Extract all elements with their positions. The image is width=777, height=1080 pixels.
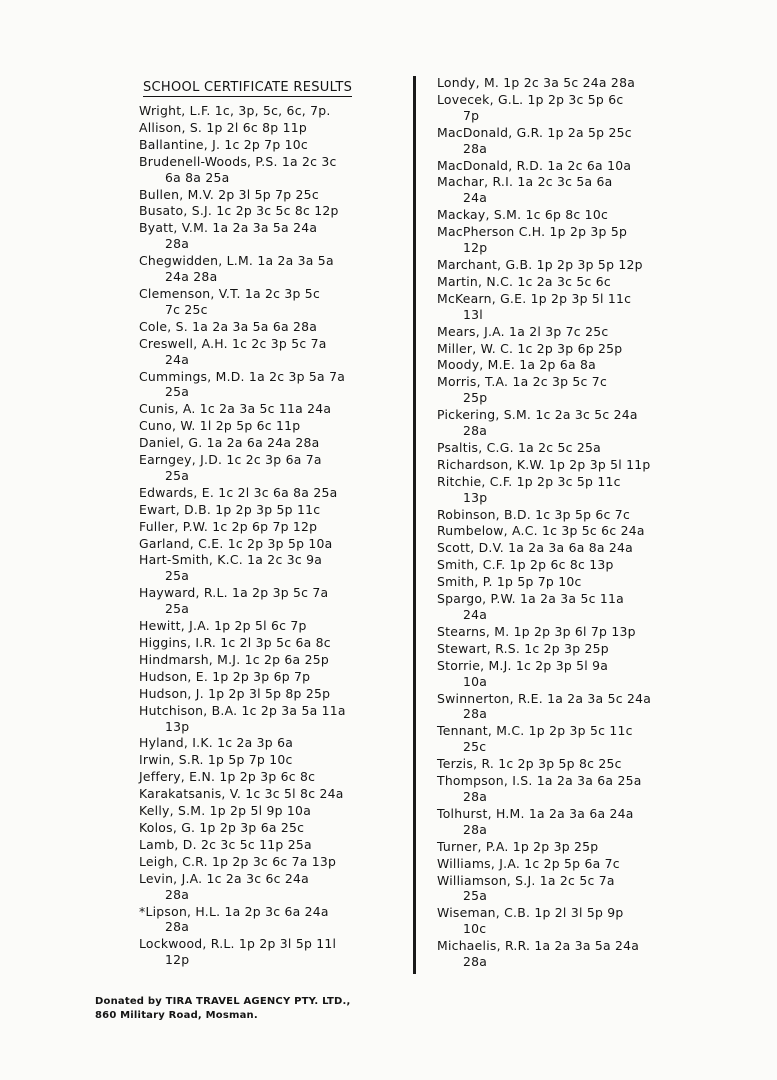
result-line: Storrie, M.J. 1c 2p 3p 5l 9a <box>437 657 609 673</box>
result-entry <box>437 839 737 855</box>
result-continuation: 6a 8a 25a <box>165 169 230 185</box>
result-line: Earngey, J.D. 1c 2c 3p 6a 7a <box>139 452 322 468</box>
result-line: Lamb, D. 2c 3c 5c 11p 25a <box>139 836 312 852</box>
result-entry <box>437 224 737 256</box>
result-line: Morris, T.A. 1a 2c 3p 5c 7c <box>437 374 608 390</box>
result-entry <box>437 856 737 872</box>
result-line: Scott, D.V. 1a 2a 3a 6a 8a 24a <box>437 540 634 556</box>
result-line: Karakatsanis, V. 1c 3c 5l 8c 24a <box>139 786 344 802</box>
result-entry <box>139 652 401 668</box>
result-line: Higgins, I.R. 1c 2l 3p 5c 6a 8c <box>139 635 331 650</box>
result-continuation: 12p <box>165 952 190 968</box>
result-entry <box>437 75 737 91</box>
result-continuation: 24a 28a <box>165 269 218 285</box>
result-line: Leigh, C.R. 1p 2p 3c 6c 7a 13p <box>139 853 337 869</box>
result-continuation: 10c <box>463 921 487 937</box>
result-continuation: 10a <box>463 673 488 689</box>
result-entry <box>437 523 737 539</box>
result-line: Tolhurst, H.M. 1a 2a 3a 6a 24a <box>437 805 634 821</box>
result-entry <box>437 691 737 723</box>
result-entry <box>139 401 401 417</box>
result-entry <box>437 374 737 406</box>
result-entry <box>437 440 737 456</box>
result-entry <box>139 286 401 318</box>
result-line: Smith, C.F. 1p 2p 6c 8c 13p <box>437 557 614 573</box>
result-line: MacPherson C.H. 1p 2p 3p 5p <box>437 224 628 240</box>
result-entry <box>437 773 737 805</box>
result-entry <box>437 158 737 174</box>
result-continuation: 28a <box>463 788 488 804</box>
result-entry <box>139 502 401 518</box>
result-line: Moody, M.E. 1a 2p 6a 8a <box>437 357 597 373</box>
result-entry <box>139 103 401 119</box>
result-entry <box>139 803 401 819</box>
result-line: Michaelis, R.R. 1a 2a 3a 5a 24a <box>437 938 640 954</box>
result-entry <box>437 407 737 439</box>
result-continuation: 24a <box>463 607 488 622</box>
result-line: Hyland, I.K. 1c 2a 3p 6a <box>139 735 294 751</box>
result-line: McKearn, G.E. 1p 2p 3p 5l 11c <box>437 290 632 306</box>
result-entry <box>437 457 737 473</box>
results-column-right <box>437 75 737 971</box>
result-line: Ritchie, C.F. 1p 2p 3c 5p 11c <box>437 473 621 489</box>
result-entry <box>437 274 737 290</box>
result-entry <box>139 137 401 153</box>
result-entry <box>437 557 737 573</box>
result-entry <box>139 904 401 936</box>
result-entry <box>139 854 401 870</box>
result-line: Williams, J.A. 1c 2p 5p 6a 7c <box>437 855 620 871</box>
result-entry <box>437 125 737 157</box>
result-entry <box>139 418 401 434</box>
result-continuation: 28a <box>165 236 190 252</box>
result-line: Thompson, I.S. 1a 2a 3a 6a 25a <box>437 773 642 789</box>
results-column-left <box>139 103 401 969</box>
result-continuation: 28a <box>463 423 488 439</box>
result-entry <box>139 552 401 584</box>
result-continuation: 25p <box>463 390 488 406</box>
result-continuation: 25a <box>165 601 190 617</box>
result-entry <box>437 574 737 590</box>
result-entry <box>437 658 737 690</box>
result-entry <box>437 591 737 623</box>
result-line: Smith, P. 1p 5p 7p 10c <box>437 574 582 590</box>
result-continuation: 28a <box>463 821 488 837</box>
result-entry <box>437 641 737 657</box>
result-entry <box>437 474 737 506</box>
result-line: Cummings, M.D. 1a 2c 3p 5a 7a <box>139 368 346 384</box>
result-line: Hudson, E. 1p 2p 3p 6p 7p <box>139 668 311 684</box>
result-line: Machar, R.I. 1a 2c 3c 5a 6a <box>437 174 613 190</box>
result-line: Cole, S. 1a 2a 3a 5a 6a 28a <box>139 318 318 334</box>
result-continuation: 25a <box>165 467 190 483</box>
result-line: Edwards, E. 1c 2l 3c 6a 8a 25a <box>139 484 338 500</box>
result-line: MacDonald, G.R. 1p 2a 5p 25c <box>437 124 632 140</box>
result-line: Turner, P.A. 1p 2p 3p 25p <box>437 838 599 854</box>
result-entry <box>437 357 737 373</box>
result-entry <box>437 324 737 340</box>
result-line: Hutchison, B.A. 1c 2p 3a 5a 11a <box>139 702 346 718</box>
result-entry <box>139 618 401 634</box>
result-line: Ewart, D.B. 1p 2p 3p 5p 11c <box>139 501 321 517</box>
result-entry <box>437 291 737 323</box>
result-entry <box>139 769 401 785</box>
result-continuation: 28a <box>463 954 488 970</box>
result-line: Jeffery, E.N. 1p 2p 3p 6c 8c <box>139 769 316 785</box>
result-entry <box>139 837 401 853</box>
result-line: Hudson, J. 1p 2p 3l 5p 8p 25p <box>139 685 331 701</box>
result-line: Allison, S. 1p 2l 6c 8p 11p <box>139 119 307 135</box>
result-entry <box>437 756 737 772</box>
result-line: Terzis, R. 1c 2p 3p 5p 8c 25c <box>437 756 622 772</box>
result-entry <box>139 187 401 203</box>
result-line: Hindmarsh, M.J. 1c 2p 6a 25p <box>139 651 329 667</box>
result-continuation: 24a <box>165 351 190 367</box>
result-entry <box>139 752 401 768</box>
result-line: MacDonald, R.D. 1a 2c 6a 10a <box>437 157 632 173</box>
result-line: Lovecek, G.L. 1p 2p 3c 5p 6c <box>437 91 624 107</box>
column-divider <box>413 76 416 974</box>
result-entry <box>139 435 401 451</box>
result-line: Cuno, W. 1l 2p 5p 6c 11p <box>139 418 301 434</box>
page-title: SCHOOL CERTIFICATE RESULTS <box>143 80 353 95</box>
result-line: Richardson, K.W. 1p 2p 3p 5l 11p <box>437 456 651 472</box>
result-entry <box>139 936 401 968</box>
result-line: Tennant, M.C. 1p 2p 3p 5c 11c <box>437 723 633 739</box>
result-entry <box>437 507 737 523</box>
result-entry <box>139 220 401 252</box>
result-line: Wiseman, C.B. 1p 2l 3l 5p 9p <box>437 905 624 921</box>
result-entry <box>139 820 401 836</box>
result-line: Spargo, P.W. 1a 2a 3a 5c 11a <box>437 591 624 607</box>
result-continuation: 25a <box>165 384 190 400</box>
result-line: Rumbelow, A.C. 1c 3p 5c 6c 24a <box>437 523 645 539</box>
result-entry <box>437 540 737 556</box>
result-continuation: 28a <box>463 706 488 722</box>
result-line: Levin, J.A. 1c 2a 3c 6c 24a <box>139 870 309 886</box>
result-line: Stewart, R.S. 1c 2p 3p 25p <box>437 640 609 656</box>
result-entry <box>139 871 401 903</box>
result-entry <box>139 452 401 484</box>
result-line: Fuller, P.W. 1c 2p 6p 7p 12p <box>139 518 318 534</box>
result-line: Martin, N.C. 1c 2a 3c 5c 6c <box>437 273 611 289</box>
result-line: Wright, L.F. 1c, 3p, 5c, 6c, 7p. <box>139 103 331 118</box>
result-line: Chegwidden, L.M. 1a 2a 3a 5a <box>139 253 334 269</box>
result-line: Williamson, S.J. 1a 2c 5c 7a <box>437 872 615 888</box>
result-entry <box>139 686 401 702</box>
result-continuation: 25a <box>165 568 190 584</box>
result-line: Creswell, A.H. 1c 2c 3p 5c 7a <box>139 335 327 351</box>
result-line: Londy, M. 1p 2c 3a 5c 24a 28a <box>437 75 636 90</box>
result-line: Clemenson, V.T. 1a 2c 3p 5c <box>139 285 321 301</box>
donor-address: 860 Military Road, Mosman. <box>95 1010 258 1021</box>
result-entry <box>139 369 401 401</box>
result-entry <box>437 873 737 905</box>
result-entry <box>139 485 401 501</box>
result-continuation: 25a <box>463 888 488 904</box>
donor-line: Donated by TIRA TRAVEL AGENCY PTY. LTD., <box>95 996 351 1007</box>
result-line: Brudenell-Woods, P.S. 1a 2c 3c <box>139 153 337 169</box>
result-continuation: 13l <box>463 306 483 322</box>
result-continuation: 28a <box>165 886 190 902</box>
result-entry <box>139 703 401 735</box>
result-entry <box>437 257 737 273</box>
result-entry <box>139 336 401 368</box>
result-entry <box>139 536 401 552</box>
result-line: Stearns, M. 1p 2p 3p 6l 7p 13p <box>437 623 636 639</box>
result-entry <box>139 319 401 335</box>
result-line: Kelly, S.M. 1p 2p 5l 9p 10a <box>139 803 312 819</box>
result-continuation: 12p <box>463 240 488 256</box>
result-line: Kolos, G. 1p 2p 3p 6a 25c <box>139 819 305 835</box>
result-entry <box>139 735 401 751</box>
result-line: Cunis, A. 1c 2a 3a 5c 11a 24a <box>139 401 332 417</box>
result-entry <box>437 723 737 755</box>
result-line: Hayward, R.L. 1a 2p 3p 5c 7a <box>139 585 329 601</box>
result-continuation: 28a <box>463 140 488 156</box>
result-continuation: 13p <box>165 718 190 734</box>
result-line: Robinson, B.D. 1c 3p 5p 6c 7c <box>437 506 631 522</box>
donor-credit <box>95 995 351 1023</box>
result-line: Hart-Smith, K.C. 1a 2c 3c 9a <box>139 552 323 568</box>
result-line: Byatt, V.M. 1a 2a 3a 5a 24a <box>139 220 318 236</box>
result-line: Psaltis, C.G. 1a 2c 5c 25a <box>437 439 601 455</box>
result-line: Bullen, M.V. 2p 3l 5p 7p 25c <box>139 186 319 202</box>
result-entry <box>139 253 401 285</box>
result-entry <box>139 669 401 685</box>
result-entry <box>139 635 401 651</box>
result-continuation: 7p <box>463 107 480 123</box>
result-entry <box>139 786 401 802</box>
result-continuation: 13p <box>463 489 488 505</box>
result-entry <box>437 905 737 937</box>
result-line: Busato, S.J. 1c 2p 3c 5c 8c 12p <box>139 203 339 219</box>
result-line: Mears, J.A. 1a 2l 3p 7c 25c <box>437 323 609 339</box>
result-continuation: 28a <box>165 919 190 935</box>
result-line: Mackay, S.M. 1c 6p 8c 10c <box>437 207 609 223</box>
result-line: Lockwood, R.L. 1p 2p 3l 5p 11l <box>139 936 337 952</box>
result-entry <box>139 154 401 186</box>
result-entry <box>437 92 737 124</box>
result-continuation: 24a <box>463 190 488 206</box>
result-entry <box>437 341 737 357</box>
result-line: Swinnerton, R.E. 1a 2a 3a 5c 24a <box>437 690 652 706</box>
result-entry <box>437 624 737 640</box>
result-line: Miller, W. C. 1c 2p 3p 6p 25p <box>437 340 623 356</box>
result-entry <box>437 806 737 838</box>
result-line: Daniel, G. 1a 2a 6a 24a 28a <box>139 435 320 451</box>
result-line: Pickering, S.M. 1c 2a 3c 5c 24a <box>437 407 638 423</box>
result-line: Irwin, S.R. 1p 5p 7p 10c <box>139 752 293 768</box>
result-entry <box>139 203 401 219</box>
result-continuation: 7c 25c <box>165 301 208 317</box>
result-entry <box>139 585 401 617</box>
result-line: Ballantine, J. 1c 2p 7p 10c <box>139 136 308 152</box>
result-line: Hewitt, J.A. 1p 2p 5l 6c 7p <box>139 618 307 634</box>
result-entry <box>139 120 401 136</box>
result-entry <box>139 519 401 535</box>
result-entry <box>437 207 737 223</box>
result-entry <box>437 174 737 206</box>
result-line: Marchant, G.B. 1p 2p 3p 5p 12p <box>437 256 643 272</box>
result-entry <box>437 938 737 970</box>
result-continuation: 25c <box>463 739 487 755</box>
result-line: Garland, C.E. 1c 2p 3p 5p 10a <box>139 535 333 551</box>
result-line: *Lipson, H.L. 1a 2p 3c 6a 24a <box>139 903 329 919</box>
